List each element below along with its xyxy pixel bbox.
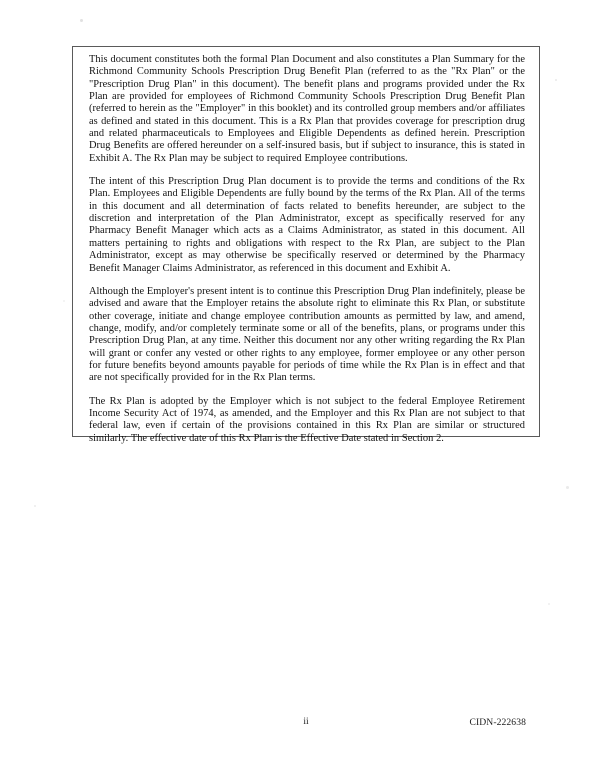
scan-artifact-speck (548, 603, 550, 605)
paragraph-1: This document constitutes both the formal Plan Document and also constitutes a Plan Summary for the Richmond Community Schools Prescription Drug Benefit Plan (referred to as the "Rx Plan" or the "Prescription Drug Plan" in this document). The benefit plans and programs provided under the Rx Plan are provided for employees of Richmond Community Schools Prescription Drug Benefit Plan (referred to herein as the "Employer" in this booklet) and its controlled group members and/or affiliates as defined and stated in this document. This is a Rx Plan that provides coverage for prescription drug and related pharmaceuticals to Employees and Eligible Dependents as defined herein. Prescription Drug Benefits are offered hereunder on a self-insured basis, but if subject to insurance, this is stated in Exhibit A. The Rx Plan may be subject to required Employee contributions. (89, 54, 525, 164)
scan-artifact-speck (34, 505, 36, 507)
document-id-stamp: CIDN-222638 (469, 717, 526, 728)
scan-artifact-speck (555, 79, 557, 81)
bordered-text-block (72, 46, 540, 444)
scan-artifact-speck (566, 486, 569, 489)
scan-artifact-speck (63, 300, 65, 302)
paragraph-2: The intent of this Prescription Drug Plan document is to provide the terms and conditions of the Rx Plan. Employees and Eligible Dependents are fully bound by the terms of the Rx Plan. All of the terms in this document and all determination of facts related to benefits hereunder, are subject to the discretion and interpretation of the Plan Administrator, except as specifically reserved for any Pharmacy Benefit Manager which acts as a Claims Administrator, as stated in this document. All matters pertaining to rights and obligations with respect to the Rx Plan, are subject to the Plan Administrator, except as may otherwise be specifically reserved or determined by the Pharmacy Benefit Manager Claims Administrator, as referenced in this document and Exhibit A. (89, 176, 525, 274)
document-body (89, 54, 525, 445)
paragraph-3: Although the Employer's present intent is to continue this Prescription Drug Plan indefinitely, please be advised and aware that the Employer retains the absolute right to eliminate this Rx Plan, or substitute other coverage, initiate and change employee contribution amounts as permitted by law, and amend, change, modify, and/or completely terminate some or all of the benefits, plans, or programs under this Prescription Drug Plan, at any time. Neither this document nor any other writing regarding the Rx Plan will grant or confer any vested or other rights to any employee, former employee or any other person for future benefits beyond amounts payable for periods of time while the Rx Plan is in effect and that are not specifically provided for in the Rx Plan terms. (89, 285, 525, 384)
paragraph-4: The Rx Plan is adopted by the Employer which is not subject to the federal Employee Retirement Income Security Act of 1974, as amended, and the Employer and this Rx Plan are not subject to that federal law, even if certain of the provisions contained in this Rx Plan are similar or structured similarly. The effective date of this Rx Plan is the Effective Date stated in Section 2. (89, 395, 525, 444)
page-footer (72, 716, 540, 732)
scan-artifact-speck (80, 19, 83, 22)
page-number: ii (303, 717, 309, 727)
